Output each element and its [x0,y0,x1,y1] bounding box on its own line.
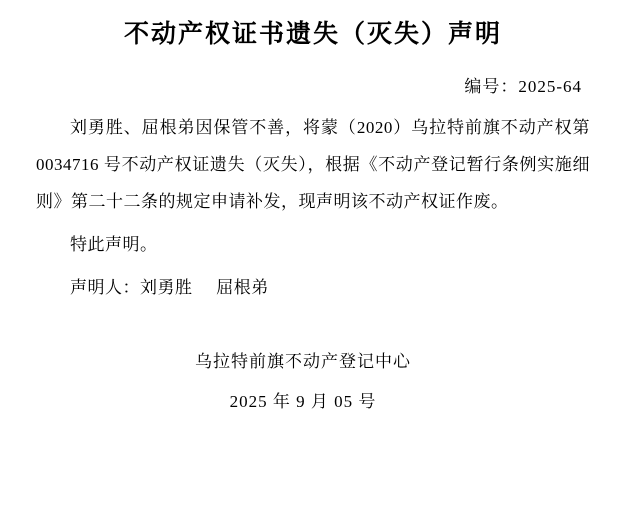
page-title: 不动产权证书遗失（灭失）声明 [123,21,502,48]
issue-date: 2025 年 9 月 05 号 [229,392,377,411]
issuing-organization: 乌拉特前旗不动产登记中心 [195,352,411,371]
document-page [0,18,626,507]
signatory-name-first: 刘勇胜 [140,278,193,297]
signatory-line [36,269,590,306]
declaration-paragraph-main: 刘勇胜、屈根弟因保管不善，将蒙（2020）乌拉特前旗不动产权第 0034716 号不动产权证遗失（灭失），根据《不动产登记暂行条例实施细则》第二十二条的规定申请补发，现声明该不动产权证作废。 [36,118,590,211]
declaration-paragraph-closing: 特此声明。 [70,235,158,254]
document-number: 编号：2025-64 [464,77,582,96]
signatory-name-second: 屈根弟 [216,278,269,297]
document-footer [0,342,626,422]
signatory-label: 声明人： [70,278,140,297]
